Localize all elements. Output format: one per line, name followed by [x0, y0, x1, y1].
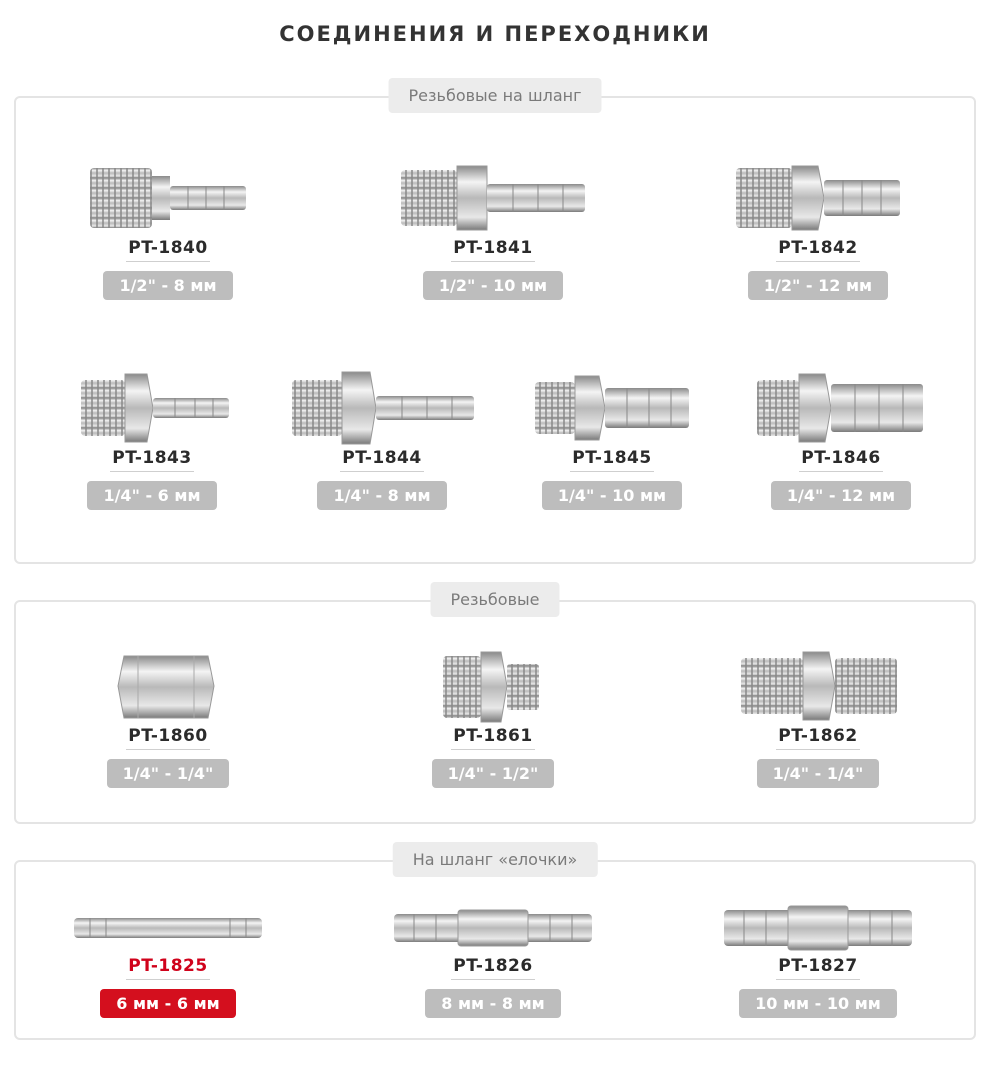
product-code[interactable]: PT-1825: [126, 956, 209, 980]
product-code[interactable]: PT-1860: [126, 726, 209, 750]
section-label: Резьбовые: [431, 582, 560, 617]
section-threaded: [14, 590, 976, 824]
product-card[interactable]: [502, 368, 722, 510]
size-badge[interactable]: 8 мм - 8 мм: [425, 989, 561, 1018]
product-code[interactable]: PT-1827: [776, 956, 859, 980]
product-card[interactable]: [731, 368, 951, 510]
product-code[interactable]: PT-1844: [340, 448, 423, 472]
size-badge[interactable]: 1/4" - 1/2": [432, 759, 555, 788]
product-code[interactable]: PT-1861: [451, 726, 534, 750]
product-card[interactable]: [708, 646, 928, 788]
threaded-hose-fitting-image: [527, 368, 697, 448]
size-badge[interactable]: 1/4" - 1/4": [757, 759, 880, 788]
product-code[interactable]: PT-1843: [110, 448, 193, 472]
product-card[interactable]: [383, 158, 603, 300]
product-card[interactable]: [58, 900, 278, 1018]
threaded-hose-fitting-image: [78, 158, 258, 238]
size-badge[interactable]: 1/2" - 12 мм: [748, 271, 888, 300]
reducer-nipple-image: [433, 646, 553, 726]
size-badge-selected[interactable]: 6 мм - 6 мм: [100, 989, 236, 1018]
product-card[interactable]: [383, 646, 603, 788]
threaded-hose-fitting-image: [67, 368, 237, 448]
product-code[interactable]: PT-1862: [776, 726, 859, 750]
product-card[interactable]: [272, 368, 492, 510]
female-coupling-image: [108, 646, 228, 726]
product-card[interactable]: [58, 158, 278, 300]
threaded-hose-fitting-image: [282, 368, 482, 448]
hose-barb-connector-image: [68, 900, 268, 956]
product-card[interactable]: [58, 646, 278, 788]
size-badge[interactable]: 1/2" - 10 мм: [423, 271, 563, 300]
size-badge[interactable]: 1/4" - 6 мм: [87, 481, 216, 510]
size-badge[interactable]: 1/2" - 8 мм: [103, 271, 232, 300]
size-badge[interactable]: 1/4" - 12 мм: [771, 481, 911, 510]
size-badge[interactable]: 1/4" - 8 мм: [317, 481, 446, 510]
double-nipple-image: [733, 646, 903, 726]
section-threaded-hose: [14, 86, 976, 564]
product-code[interactable]: PT-1842: [776, 238, 859, 262]
page-title: СОЕДИНЕНИЯ И ПЕРЕХОДНИКИ: [279, 22, 711, 46]
hose-barb-connector-image: [718, 900, 918, 956]
threaded-hose-fitting-image: [393, 158, 593, 238]
threaded-hose-fitting-image: [728, 158, 908, 238]
section-label: На шланг «елочки»: [393, 842, 598, 877]
product-code[interactable]: PT-1840: [126, 238, 209, 262]
product-card[interactable]: [708, 900, 928, 1018]
product-code[interactable]: PT-1846: [799, 448, 882, 472]
section-label: Резьбовые на шланг: [389, 78, 602, 113]
product-card[interactable]: [42, 368, 262, 510]
section-hose-barb: [14, 850, 976, 1040]
product-code[interactable]: PT-1845: [570, 448, 653, 472]
product-card[interactable]: [708, 158, 928, 300]
product-code[interactable]: PT-1826: [451, 956, 534, 980]
threaded-hose-fitting-image: [751, 368, 931, 448]
size-badge[interactable]: 10 мм - 10 мм: [739, 989, 897, 1018]
size-badge[interactable]: 1/4" - 10 мм: [542, 481, 682, 510]
product-code[interactable]: PT-1841: [451, 238, 534, 262]
size-badge[interactable]: 1/4" - 1/4": [107, 759, 230, 788]
product-card[interactable]: [383, 900, 603, 1018]
hose-barb-connector-image: [388, 900, 598, 956]
